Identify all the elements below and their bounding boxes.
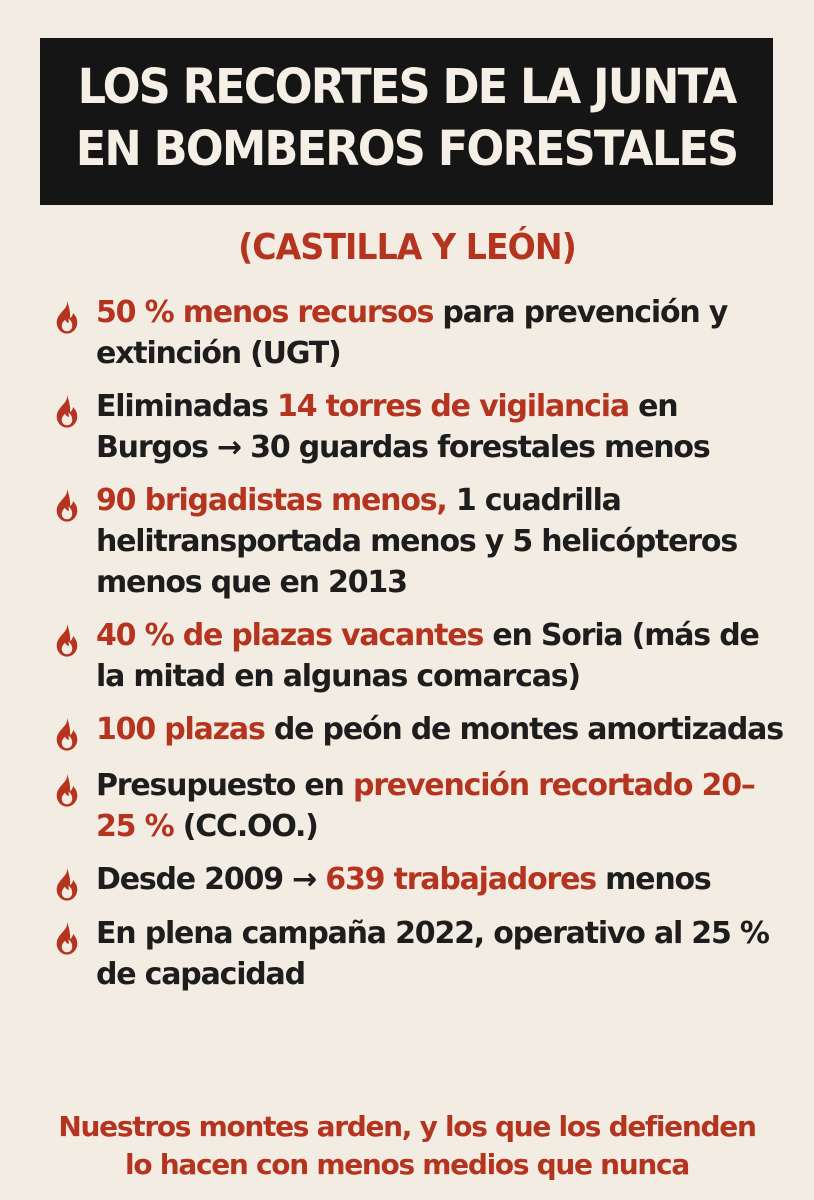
item-highlight: 14 torres de vigilancia bbox=[277, 389, 629, 424]
item-text-part: para prevención y extinción (UGT) bbox=[96, 295, 728, 371]
item-text-part: En plena campaña 2022, operativo al 25 % de capacidad bbox=[96, 916, 769, 992]
list-item bbox=[48, 913, 788, 995]
item-text-part: de peón de montes amortizadas bbox=[264, 712, 783, 747]
item-text bbox=[96, 913, 788, 995]
item-text bbox=[96, 615, 788, 697]
item-text bbox=[96, 292, 788, 374]
item-text-part: menos bbox=[595, 862, 711, 897]
item-text bbox=[96, 386, 788, 468]
list-item bbox=[48, 765, 788, 847]
item-text bbox=[96, 480, 788, 603]
flame-icon bbox=[48, 865, 86, 903]
list-item bbox=[48, 615, 788, 697]
item-highlight: 40 % de plazas vacantes bbox=[96, 618, 484, 653]
item-text-part: (CC.OO.) bbox=[173, 809, 318, 844]
item-text-part: Desde 2009 → bbox=[96, 862, 326, 897]
list-item bbox=[48, 386, 788, 468]
flame-icon bbox=[48, 715, 86, 753]
flame-icon bbox=[48, 486, 86, 524]
item-text-part: Presupuesto en bbox=[96, 768, 353, 803]
subtitle-region: (CASTILLA Y LEÓN) bbox=[238, 227, 576, 268]
flame-icon bbox=[48, 771, 86, 809]
closing-statement bbox=[0, 1108, 814, 1184]
list-item bbox=[48, 859, 788, 903]
item-highlight: 90 brigadistas menos, bbox=[96, 483, 447, 518]
item-text bbox=[96, 709, 788, 750]
item-text-part: en Soria (más de la mitad en algunas comarcas) bbox=[96, 618, 759, 694]
title-banner bbox=[40, 38, 773, 205]
list-item bbox=[48, 480, 788, 603]
item-highlight: prevención recortado 20–25 % bbox=[96, 768, 755, 844]
item-highlight: 50 % menos recursos bbox=[96, 295, 434, 330]
item-text-part: 1 cuadrilla helitransportada menos y 5 helicópteros menos que en 2013 bbox=[96, 483, 737, 600]
item-text-part: en Burgos → 30 guardas forestales menos bbox=[96, 389, 710, 465]
title-line-2: EN BOMBEROS FORESTALES bbox=[75, 121, 738, 177]
item-text bbox=[96, 765, 788, 847]
item-highlight: 100 plazas bbox=[96, 712, 265, 747]
item-text bbox=[96, 859, 788, 900]
list-item bbox=[48, 292, 788, 374]
item-text-part: Eliminadas bbox=[96, 389, 278, 424]
flame-icon bbox=[48, 298, 86, 336]
closing-line-2: lo hacen con menos medios que nunca bbox=[125, 1148, 689, 1181]
flame-icon bbox=[48, 919, 86, 957]
cuts-list bbox=[48, 292, 788, 1007]
item-highlight: 639 trabajadores bbox=[325, 862, 596, 897]
closing-line-1: Nuestros montes arden, y los que los defienden bbox=[58, 1110, 756, 1143]
title-line-1: LOS RECORTES DE LA JUNTA bbox=[77, 59, 736, 115]
list-item bbox=[48, 709, 788, 753]
flame-icon bbox=[48, 621, 86, 659]
flame-icon bbox=[48, 392, 86, 430]
